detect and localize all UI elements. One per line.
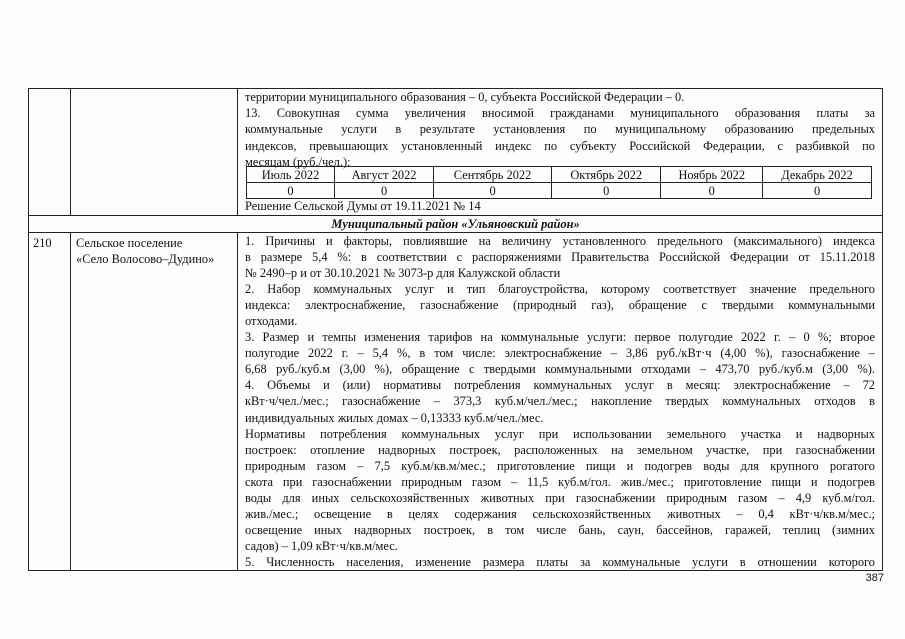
column-divider [237,232,238,570]
text-line: индекса: электроснабжение, газоснабжение (природный газ), обращение с твердыми коммунальными [245,298,875,313]
month-header: Ноябрь 2022 [661,167,763,183]
month-header: Октябрь 2022 [552,167,661,183]
text-line: Нормативы потребления коммунальных услуг при использовании земельного участка и надворных [245,426,875,441]
column-divider [70,88,71,215]
table [28,88,883,571]
text-line: построек: отопление надворных построек, расположенных на земельном участке, при газоснабжении [245,442,875,457]
text-line: 5. Численность населения, изменение размера платы за коммунальные услуги в отношении которого [245,554,875,569]
settlement-name [76,235,234,267]
text-line: жив./мес.; освещение в целях содержания сельскохозяйственных животных – 0,4 кВт·ч/кв.м/мес.; [245,506,875,521]
top-row-text [245,89,875,170]
month-value: 0 [661,183,763,199]
decision-reference: Решение Сельской Думы от 19.11.2021 № 14 [245,199,481,213]
text-line: полугодие 2022 г. – 5,4 %, в том числе: электроснабжение – 3,86 руб./кВт·ч (4,00 %), газоснабжение – [245,346,875,361]
text-line: 3. Размер и темпы изменения тарифов на коммунальные услуги: первое полугодие 2022 г. – 0 %; второе [245,330,875,345]
text-line: кВт·ч/чел./мес.; газоснабжение – 373,3 куб.м/чел./мес.; накопление твердых коммунальных отходов в [245,394,875,409]
row-number: 210 [33,236,52,250]
text-line: природным газом – 7,5 куб.м/кв.м/мес.; приготовление пищи и подогрев воды для крупного рогатого [245,458,875,473]
row-description [245,233,875,570]
text-line: воды для иных сельскохозяйственных животных при газоснабжении природным газом – 4,9 куб.м/гол. [245,490,875,505]
settlement-name-line: Сельское поселение [76,236,183,250]
month-value: 0 [763,183,872,199]
table-row [247,183,872,199]
text-line: индивидуальных жилых домах – 0,13333 куб.м/чел./мес. [245,410,544,425]
text-line: 13. Совокупная сумма увеличения вносимой гражданами муниципального образования платы за [245,106,875,121]
text-line: 1. Причины и факторы, повлиявшие на величину установленного предельного (максимального) индекса [245,234,875,248]
text-line: месяцам (руб./чел.): [245,154,351,169]
column-divider [70,232,71,570]
settlement-name-line: «Село Волосово–Дудино» [76,252,215,267]
text-line: в размере 5,4 %: в соответствии с распоряжениями Правительства Российской Федерации от 15.11.2018 [245,250,875,265]
column-divider [237,88,238,215]
month-header: Август 2022 [335,167,434,183]
text-line: скота при газоснабжении природным газом – 11,5 куб.м/гол. жив./мес.; приготовление пищи и подогрев [245,474,875,489]
text-line: садов) – 1,09 кВт·ч/кв.м/мес. [245,538,398,553]
month-value: 0 [552,183,661,199]
month-value: 0 [335,183,434,199]
section-title: Муниципальный район «Ульяновский район» [331,217,580,231]
month-value: 0 [434,183,552,199]
text-line: 6,68 руб./куб.м (3,00 %), обращение с твердыми коммунальными отходами – 473,70 руб./куб.м (3,00 %). [245,362,875,377]
text-line: индексов, превышающих установленный индекс по субъекту Российской Федерации, с разбивкой по [245,138,875,153]
monthly-amounts-table [246,166,872,199]
text-line: коммунальные услуги в результате установления по муниципальному образованию предельных [245,122,875,137]
page-number: 387 [865,572,884,584]
month-header: Декабрь 2022 [763,167,872,183]
text-line: отходами. [245,314,298,329]
text-line: № 2490–р и от 30.10.2021 № 3073-р для Калужской области [245,266,561,281]
text-line: 4. Объемы и (или) нормативы потребления коммунальных услуг в месяц: электроснабжение – 72 [245,378,875,393]
table-bottom-border [29,570,882,571]
month-header: Сентябрь 2022 [434,167,552,183]
text-line: 2. Набор коммунальных услуг и тип благоустройства, которому соответствует значение предельного [245,282,875,297]
text-line: освещение иных надворных построек, в том числе бань, саун, бассейнов, гаражей, теплиц (зимних [245,522,875,537]
month-header: Июль 2022 [247,167,335,183]
table-row [247,167,872,183]
month-value: 0 [247,183,335,199]
text-line: территории муниципального образования – 0, субъекта Российской Федерации – 0. [245,90,685,104]
